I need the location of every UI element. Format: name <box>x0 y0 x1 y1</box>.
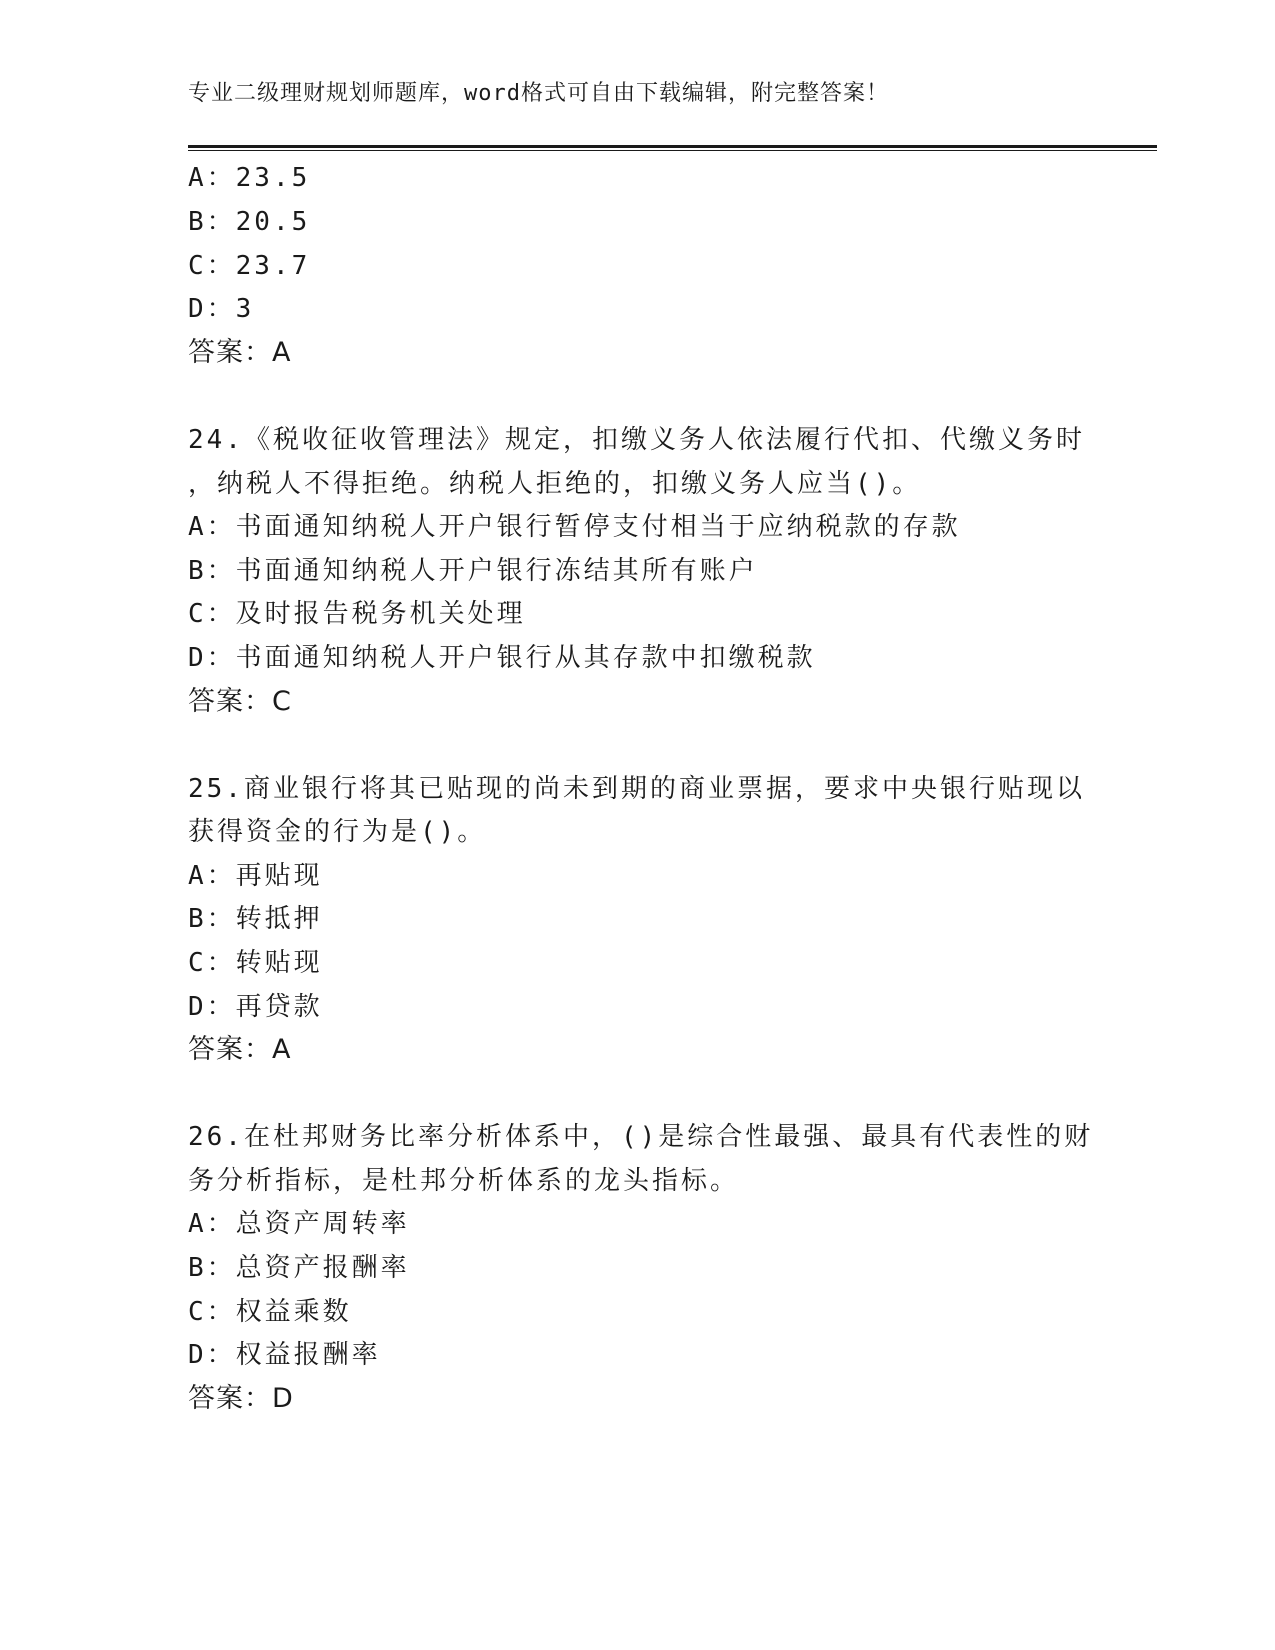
option-c: C：转贴现 <box>188 948 323 978</box>
page-header: 专业二级理财规划师题库，word格式可自由下载编辑，附完整答案！ <box>188 81 889 106</box>
option-a: A：再贴现 <box>188 861 323 891</box>
option-d: D：权益报酬率 <box>188 1340 381 1370</box>
answer-line: 答案：C <box>188 686 292 717</box>
option-b: B：总资产报酬率 <box>188 1253 410 1283</box>
option-c: C：及时报告税务机关处理 <box>188 599 526 629</box>
question-text: 务分析指标，是杜邦分析体系的龙头指标。 <box>188 1166 740 1196</box>
question-text: 获得资金的行为是()。 <box>188 817 487 847</box>
answer-line: 答案：A <box>188 1034 292 1065</box>
question-text: 24.《税收征收管理法》规定，扣缴义务人依法履行代扣、代缴义务时 <box>188 425 1085 455</box>
option-a: A：书面通知纳税人开户银行暂停支付相当于应纳税款的存款 <box>188 512 961 542</box>
option-b: B：转抵押 <box>188 904 323 934</box>
option-d: D：3 <box>188 294 255 324</box>
header-divider-thin <box>188 150 1157 151</box>
option-a: A：23.5 <box>188 163 311 193</box>
option-c: C：23.7 <box>188 251 311 281</box>
question-text: 25.商业银行将其已贴现的尚未到期的商业票据，要求中央银行贴现以 <box>188 774 1085 804</box>
answer-line: 答案：D <box>188 1383 294 1414</box>
answer-line: 答案：A <box>188 337 292 368</box>
option-c: C：权益乘数 <box>188 1297 352 1327</box>
option-d: D：再贷款 <box>188 992 323 1022</box>
option-b: B：20.5 <box>188 207 311 237</box>
option-b: B：书面通知纳税人开户银行冻结其所有账户 <box>188 556 758 586</box>
header-divider <box>188 145 1157 148</box>
option-a: A：总资产周转率 <box>188 1209 410 1239</box>
question-text: 26.在杜邦财务比率分析体系中，()是综合性最强、最具有代表性的财 <box>188 1122 1094 1152</box>
question-text: ，纳税人不得拒绝。纳税人拒绝的，扣缴义务人应当()。 <box>188 469 922 499</box>
option-d: D：书面通知纳税人开户银行从其存款中扣缴税款 <box>188 643 816 673</box>
